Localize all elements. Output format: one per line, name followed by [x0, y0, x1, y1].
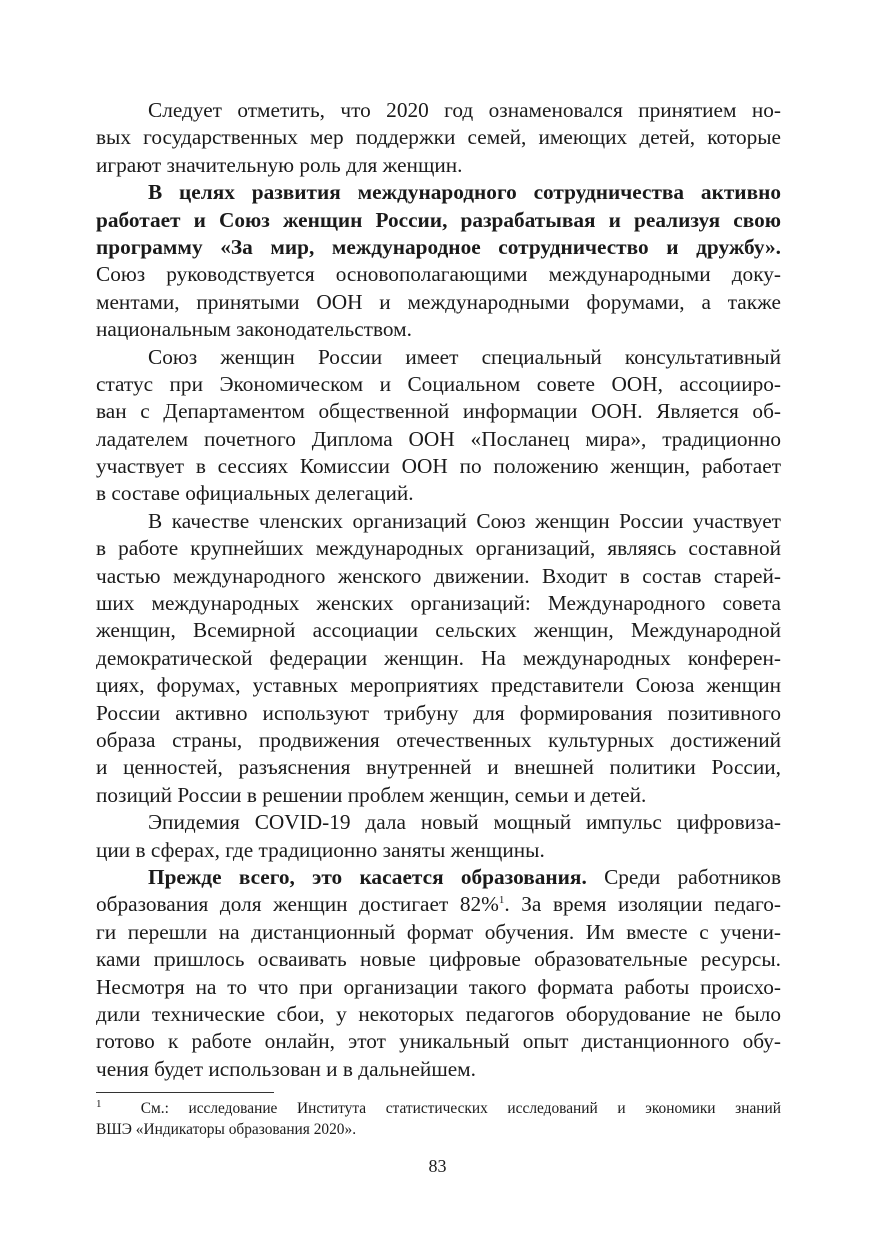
text-line-bold [96, 207, 781, 234]
text-line: участвует в сессиях Комиссии ООН по положению женщин, работает [96, 454, 781, 479]
text-line: ментами, принятыми ООН и международными форумами, а также [96, 289, 781, 314]
text-line: Союз руководствуется основополагающими международными доку- [96, 262, 781, 287]
text-line: России активно используют трибуну для формирования позитивного [96, 700, 781, 725]
footnote-line [96, 1098, 781, 1119]
text-line: и ценностей, разъяснения внутренней и внешней политики России, [96, 755, 781, 780]
text-line: циях, форумах, уставных мероприятиях представители Союза женщин [96, 673, 781, 698]
text-line: женщин, Всемирной ассоциации сельских женщин, Международной [96, 618, 781, 643]
text-line: ги перешли на дистанционный формат обучения. Им вместе с учени- [96, 919, 781, 944]
text-line: Союз женщин России имеет специальный консультативный [148, 344, 781, 369]
text-line: дили технические сбои, у некоторых педагогов оборудование не было [96, 1001, 781, 1026]
text-line: Эпидемия COVID-19 дала новый мощный импульс цифровиза- [148, 810, 781, 835]
text-line: в составе официальных делегаций. [96, 481, 414, 506]
text-line: чения будет использован и в дальнейшем. [96, 1056, 476, 1081]
bold-text: работает и Союз женщин России, разрабатывая и реализуя свою [96, 207, 781, 232]
text-line-bold [96, 179, 781, 206]
text-line: ших международных женских организаций: Международного совета [96, 591, 781, 616]
inline-text: Среди работников [586, 864, 782, 889]
text-line-bold [96, 234, 781, 261]
footnote [96, 1098, 781, 1140]
text-line: Несмотря на то что при организации такого формата работы происхо- [96, 974, 781, 999]
text-line: ками пришлось осваивать новые цифровые образовательные ресурсы. [96, 947, 781, 972]
text-line: образа страны, продвижения отечественных культурных достижений [96, 727, 781, 752]
footnote-number: 1 [96, 1097, 102, 1110]
footnote-text: См.: исследование Института статистических исследований и экономики знаний [140, 1100, 782, 1117]
footnote-line: ВШЭ «Индикаторы образования 2020». [96, 1121, 357, 1138]
text-line: В качестве членских организаций Союз женщин России участвует [148, 508, 781, 533]
text-line: статус при Экономическом и Социальном совете ООН, ассоцииро- [96, 371, 781, 396]
text-line: ции в сферах, где традиционно заняты женщины. [96, 837, 545, 862]
text-line: Следует отметить, что 2020 год ознаменовался принятием но- [148, 98, 781, 122]
text-line: вых государственных мер поддержки семей, имеющих детей, которые [96, 125, 781, 150]
text-line: демократической федерации женщин. На международных конферен- [96, 645, 781, 670]
bold-text: В целях развития международного сотрудничества активно [148, 180, 781, 205]
inline-text: . За время изоляции педаго- [504, 892, 781, 917]
text-line: национальным законодательством. [96, 317, 412, 342]
page-number: 83 [428, 1156, 447, 1176]
text-line: ван с Департаментом общественной информации ООН. Является об- [96, 399, 781, 424]
text-line: частью международного женского движении. Входит в состав старей- [96, 563, 781, 588]
text-line: готово к работе онлайн, этот уникальный опыт дистанционного обу- [96, 1029, 781, 1054]
inline-text: образования доля женщин достигает 82% [96, 892, 499, 917]
body-text [96, 97, 781, 1083]
text-line: в работе крупнейших международных организаций, являясь составной [96, 536, 781, 561]
text-line: позиций России в решении проблем женщин, семьи и детей. [96, 782, 647, 807]
text-line: ладателем почетного Диплома ООН «Посланец мира», традиционно [96, 426, 781, 451]
text-line: играют значительную роль для женщин. [96, 152, 463, 177]
text-line [96, 864, 781, 891]
footnote-marker: 1 [498, 894, 505, 907]
footnote-separator [96, 1092, 274, 1093]
text-line [96, 891, 781, 918]
bold-text: программу «За мир, международное сотрудничество и дружбу». [96, 234, 781, 259]
bold-text: Прежде всего, это касается образования. [148, 864, 587, 889]
